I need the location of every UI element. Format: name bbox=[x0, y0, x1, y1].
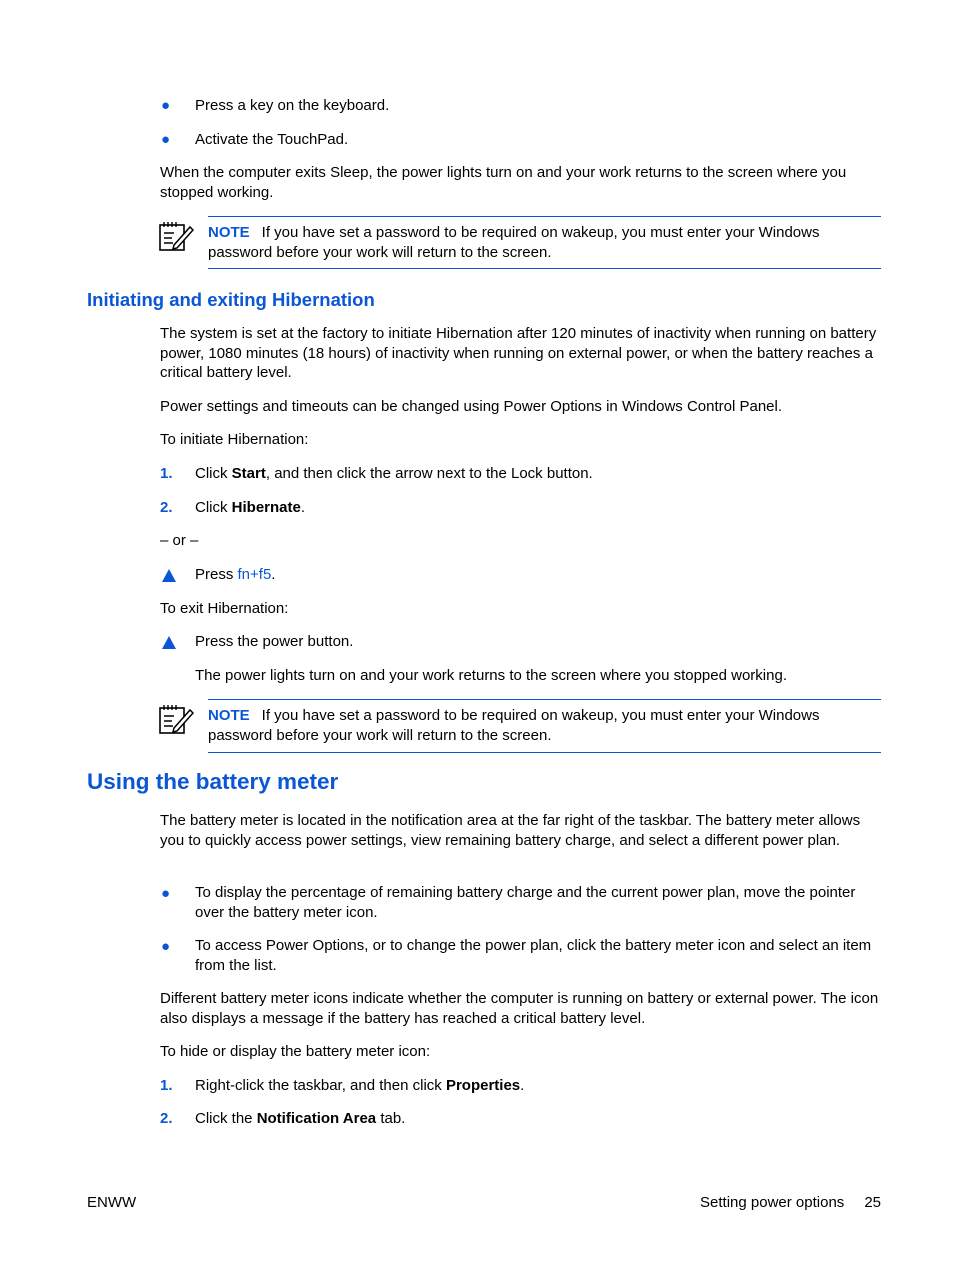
step-text: Press the power button. bbox=[195, 633, 354, 650]
paragraph: To initiate Hibernation: bbox=[160, 431, 309, 448]
note-body: If you have set a password to be required on wakeup, you must enter your Windows password before your work will return to the screen. bbox=[208, 224, 820, 261]
note-text bbox=[208, 223, 878, 262]
footer-left: ENWW bbox=[87, 1194, 137, 1211]
note-body: If you have set a password to be required on wakeup, you must enter your Windows password before your work will return to the screen. bbox=[208, 707, 820, 744]
step-number: 1. bbox=[160, 1077, 173, 1094]
note-label: NOTE bbox=[208, 707, 250, 724]
step-text bbox=[195, 498, 305, 518]
note-label: NOTE bbox=[208, 224, 250, 241]
note-pencil-icon bbox=[158, 702, 194, 742]
list-item: Activate the TouchPad. bbox=[195, 131, 349, 148]
step-text-pre: Click bbox=[195, 499, 232, 516]
step-text bbox=[195, 1109, 405, 1129]
step-text-post: . bbox=[520, 1077, 525, 1094]
step-text-pre: Press bbox=[195, 566, 238, 583]
paragraph: When the computer exits Sleep, the power lights turn on and your work returns to the screen where you stopped working. bbox=[160, 164, 847, 201]
footer-section: Setting power options bbox=[700, 1194, 845, 1211]
note-pencil-icon bbox=[158, 219, 194, 259]
bullet-dot-icon: ● bbox=[161, 938, 171, 955]
paragraph: Power settings and timeouts can be changed using Power Options in Windows Control Panel. bbox=[160, 398, 783, 415]
bullet-dot-icon: ● bbox=[161, 97, 171, 114]
step-text-bold: Notification Area bbox=[256, 1110, 377, 1127]
footer-right bbox=[600, 1193, 881, 1213]
step-text bbox=[195, 1076, 524, 1096]
section-heading: Using the battery meter bbox=[87, 769, 339, 794]
key-combo: fn+f5 bbox=[237, 566, 272, 583]
triangle-icon bbox=[162, 636, 176, 649]
step-result: The power lights turn on and your work returns to the screen where you stopped working. bbox=[195, 667, 787, 684]
step-text-bold: Hibernate bbox=[231, 499, 301, 516]
note-bottom-rule bbox=[208, 752, 881, 753]
triangle-icon bbox=[162, 569, 176, 582]
bullet-dot-icon: ● bbox=[161, 131, 171, 148]
paragraph: The system is set at the factory to initiate Hibernation after 120 minutes of inactivity when running on battery power, 1080 minutes (18 hours) of inactivity when running on external power, or when the battery reaches a critical battery level. bbox=[160, 325, 877, 381]
or-separator: – or – bbox=[160, 532, 199, 549]
list-item: To display the percentage of remaining battery charge and the current power plan, move the pointer over the battery meter icon. bbox=[195, 884, 856, 921]
step-text-post: , and then click the arrow next to the Lock button. bbox=[265, 465, 593, 482]
list-item: To access Power Options, or to change the power plan, click the battery meter icon and select an item from the list. bbox=[195, 937, 872, 974]
step-text bbox=[195, 565, 275, 585]
step-number: 2. bbox=[160, 499, 173, 516]
paragraph: To hide or display the battery meter icon: bbox=[160, 1043, 431, 1060]
paragraph: The battery meter is located in the notification area at the far right of the taskbar. The battery meter allows you to quickly access power settings, view remaining battery charge, and select a different power plan. bbox=[160, 812, 861, 849]
bullet-dot-icon: ● bbox=[161, 885, 171, 902]
step-number: 2. bbox=[160, 1110, 173, 1127]
step-text-post: tab. bbox=[376, 1110, 406, 1127]
note-top-rule bbox=[208, 699, 881, 700]
step-text-bold: Start bbox=[231, 465, 266, 482]
step-text bbox=[195, 464, 593, 484]
step-text-post: . bbox=[300, 499, 306, 516]
note-text bbox=[208, 706, 878, 745]
step-text-pre: Click the bbox=[195, 1110, 257, 1127]
paragraph: To exit Hibernation: bbox=[160, 600, 289, 617]
paragraph: Different battery meter icons indicate whether the computer is running on battery or external power. The icon also displays a message if the battery has reached a critical battery level. bbox=[160, 990, 879, 1027]
note-bottom-rule bbox=[208, 268, 881, 269]
step-text-pre: Click bbox=[195, 465, 232, 482]
step-text-bold: Properties bbox=[445, 1077, 521, 1094]
note-top-rule bbox=[208, 216, 881, 217]
list-item: Press a key on the keyboard. bbox=[195, 97, 390, 114]
section-heading: Initiating and exiting Hibernation bbox=[87, 289, 375, 310]
step-text-pre: Right-click the taskbar, and then click bbox=[195, 1077, 446, 1094]
step-number: 1. bbox=[160, 465, 173, 482]
step-text-post: . bbox=[271, 566, 276, 583]
page-number: 25 bbox=[864, 1194, 881, 1211]
